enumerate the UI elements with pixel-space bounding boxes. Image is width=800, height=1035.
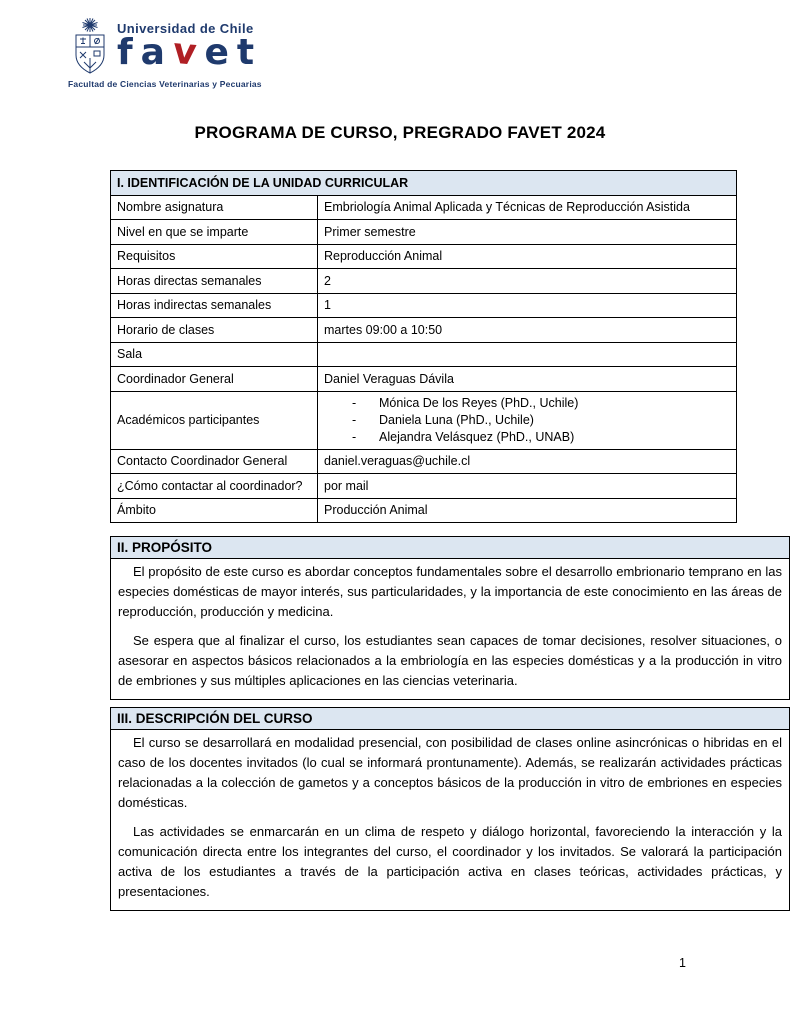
list-item bbox=[324, 429, 730, 446]
row-value: 1 bbox=[318, 293, 737, 318]
hyphen-bullet: - bbox=[352, 429, 357, 444]
page-title: PROGRAMA DE CURSO, PREGRADO FAVET 2024 bbox=[194, 123, 606, 142]
row-value bbox=[318, 342, 737, 367]
paragraph: Las actividades se enmarcarán en un clima de respeto y diálogo horizontal, favoreciendo la interacción y la comunicación directa entre los integrantes del curso, el coordinador y los invitados. Se valorará la participación activa de los estudiantes a través de la participación activa en clases teóricas, actividades prácticas, y presentaciones. bbox=[118, 824, 782, 899]
paragraph: Se espera que al finalizar el curso, los estudiantes sean capaces de tomar decisiones, resolver situaciones, o asesorar en aspectos básicos relacionados a la embriología en las especies domésticas y a la producción in vitro de embriones y sus múltiples aplicaciones en las ciencias veterinaria. bbox=[118, 633, 782, 688]
row-label: Horas indirectas semanales bbox=[111, 293, 318, 318]
table-row bbox=[111, 449, 737, 474]
hyphen-bullet: - bbox=[352, 412, 357, 427]
table-row bbox=[111, 269, 737, 294]
row-label: Horas directas semanales bbox=[111, 269, 318, 294]
row-label: Ámbito bbox=[111, 498, 318, 523]
row-label: Sala bbox=[111, 342, 318, 367]
row-value: Embriología Animal Aplicada y Técnicas de Reproducción Asistida bbox=[318, 195, 737, 220]
row-value: por mail bbox=[318, 474, 737, 499]
row-value: Reproducción Animal bbox=[318, 244, 737, 269]
academic-name: Daniela Luna (PhD., Uchile) bbox=[379, 412, 534, 427]
row-value-list bbox=[318, 391, 737, 449]
table-row bbox=[111, 367, 737, 392]
section-3-body bbox=[111, 730, 789, 910]
favet-wordmark bbox=[117, 30, 263, 75]
section-2-body bbox=[111, 559, 789, 699]
table-row bbox=[111, 195, 737, 220]
table-row bbox=[111, 220, 737, 245]
identification-table bbox=[110, 170, 737, 523]
row-label: Nombre asignatura bbox=[111, 195, 318, 220]
table-row bbox=[111, 391, 737, 449]
row-value: Daniel Veraguas Dávila bbox=[318, 367, 737, 392]
table-row bbox=[111, 342, 737, 367]
section-3-header: III. DESCRIPCIÓN DEL CURSO bbox=[111, 708, 789, 730]
row-label: Contacto Coordinador General bbox=[111, 449, 318, 474]
hyphen-bullet: - bbox=[352, 395, 357, 410]
row-value: daniel.veraguas@uchile.cl bbox=[318, 449, 737, 474]
row-label: Horario de clases bbox=[111, 318, 318, 343]
row-label: ¿Cómo contactar al coordinador? bbox=[111, 474, 318, 499]
row-label: Requisitos bbox=[111, 244, 318, 269]
section-proposito bbox=[110, 536, 790, 700]
list-item bbox=[324, 395, 730, 412]
section-descripcion bbox=[110, 707, 790, 911]
row-value: Primer semestre bbox=[318, 220, 737, 245]
logo-wordmark bbox=[117, 16, 263, 75]
row-value: Producción Animal bbox=[318, 498, 737, 523]
section-2-header: II. PROPÓSITO bbox=[111, 537, 789, 559]
logo-top-row bbox=[68, 16, 262, 76]
list-item bbox=[324, 412, 730, 429]
favet-et: et bbox=[204, 32, 263, 73]
row-label: Nivel en que se imparte bbox=[111, 220, 318, 245]
favet-logo bbox=[68, 16, 262, 89]
favet-fa: fa bbox=[117, 32, 173, 73]
section-1-header-row bbox=[111, 171, 737, 196]
table-row bbox=[111, 498, 737, 523]
table-row bbox=[111, 474, 737, 499]
academic-name: Alejandra Velásquez (PhD., UNAB) bbox=[379, 429, 575, 444]
university-crest-icon bbox=[68, 16, 112, 76]
faculty-name: Facultad de Ciencias Veterinarias y Pecuarias bbox=[68, 79, 262, 89]
academic-name: Mónica De los Reyes (PhD., Uchile) bbox=[379, 395, 579, 410]
row-value: martes 09:00 a 10:50 bbox=[318, 318, 737, 343]
row-label: Coordinador General bbox=[111, 367, 318, 392]
paragraph: El propósito de este curso es abordar conceptos fundamentales sobre el desarrollo embrionario temprano en las especies domésticas de mayor interés, sus particularidades, y la importancia de este conocimiento en las áreas de reproducción, producción y medicina. bbox=[118, 564, 782, 619]
table-row bbox=[111, 244, 737, 269]
favet-v: v bbox=[171, 30, 207, 75]
university-name: Universidad de Chile bbox=[117, 21, 254, 36]
table-row bbox=[111, 293, 737, 318]
row-value: 2 bbox=[318, 269, 737, 294]
row-label: Académicos participantes bbox=[111, 391, 318, 449]
page-number: 1 bbox=[679, 956, 686, 970]
section-1-header: I. IDENTIFICACIÓN DE LA UNIDAD CURRICULAR bbox=[111, 171, 737, 196]
table-row bbox=[111, 318, 737, 343]
paragraph: El curso se desarrollará en modalidad presencial, con posibilidad de clases online asincrónicas o hibridas en el caso de los docentes invitados (lo cual se informará prontunamente). Además, se realizarán actividades prácticas relacionadas a la colección de gametos y a conceptos básicos de la producción in vitro de embriones en especies domésticas. bbox=[118, 735, 782, 810]
